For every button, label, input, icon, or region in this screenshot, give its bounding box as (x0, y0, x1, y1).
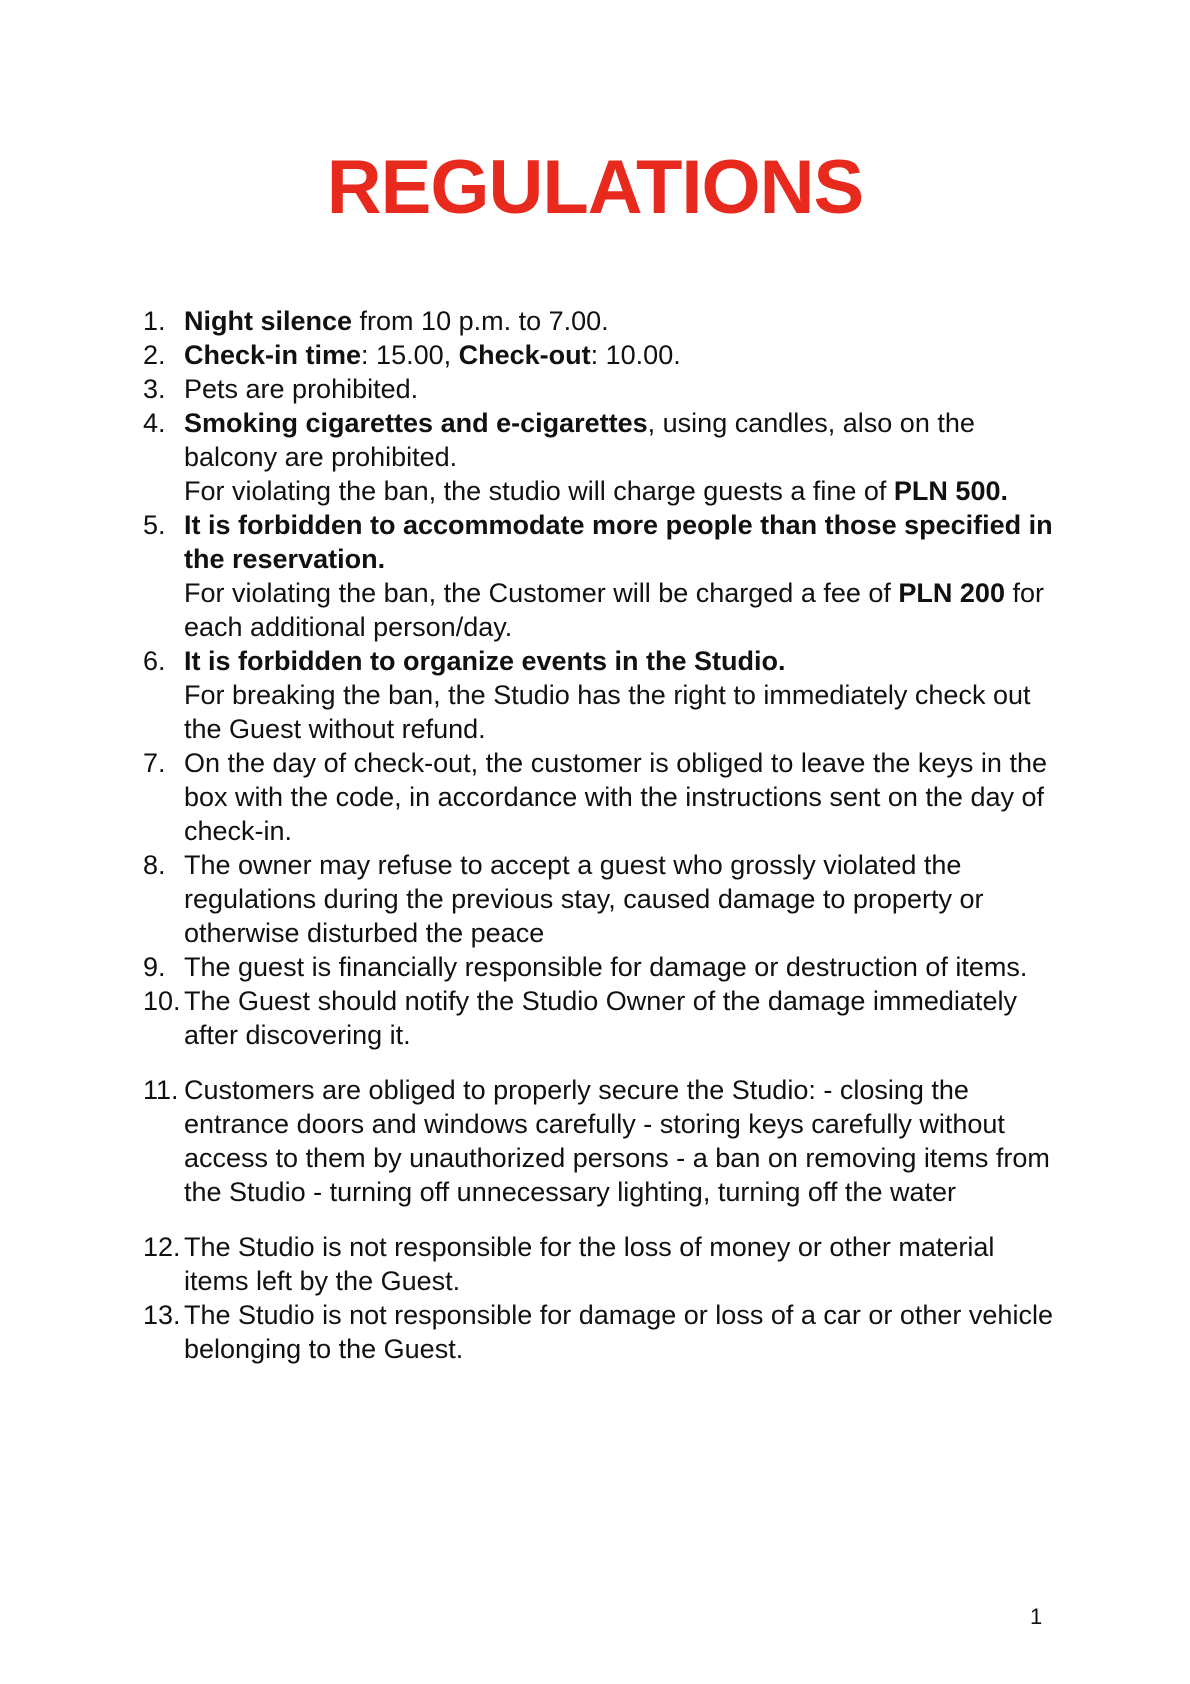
text: The guest is financially responsible for damage or destruction of items. (184, 952, 1028, 982)
list-item-number: 1. (143, 306, 166, 336)
list-item-text (184, 304, 1064, 338)
list-item-number: 2. (143, 340, 166, 370)
list-item (0, 372, 1064, 406)
text: For breaking the ban, the Studio has the right to immediately check out the Guest without refund. (184, 680, 1031, 744)
page-number: 1 (1030, 1604, 1043, 1629)
text: Pets are prohibited. (184, 374, 419, 404)
list-item-number: 5. (143, 510, 166, 540)
list-item-text (184, 950, 1064, 984)
text: The Guest should notify the Studio Owner of the damage immediately after discovering it. (184, 986, 1017, 1050)
text: The owner may refuse to accept a guest who grossly violated the regulations during the previous stay, caused damage to property or otherwise disturbed the peace (184, 850, 984, 948)
text: for each additional person/day. (184, 578, 1044, 642)
text: On the day of check-out, the customer is obliged to leave the keys in the box with the code, in accordance with the instructions sent on the day of check-in. (184, 748, 1047, 846)
list-item-number: 9. (143, 952, 166, 982)
list-item-number: 10. (143, 986, 181, 1016)
bold-text: Night silence (184, 306, 353, 336)
list-item-text (184, 848, 1064, 950)
list-item (0, 644, 1064, 746)
text: : 10.00. (590, 340, 681, 370)
list-item (0, 950, 1064, 984)
bold-text: It is forbidden to accommodate more people than those specified in the reservation. (184, 510, 1053, 574)
bold-text: Check-in time (184, 340, 362, 370)
text: For violating the ban, the Customer will be charged a fee of (184, 578, 899, 608)
list-item-text (184, 406, 1064, 508)
bold-text: It is forbidden to organize events in the Studio. (184, 646, 786, 676)
text: For violating the ban, the studio will charge guests a fine of (184, 476, 894, 506)
list-item-text (184, 1230, 1064, 1298)
list-item-number: 4. (143, 408, 166, 438)
list-item (0, 1073, 1064, 1209)
list-item-text (184, 644, 1064, 746)
list-item-text (184, 508, 1064, 644)
list-item-text (184, 746, 1064, 848)
bold-text: PLN 200 (898, 578, 1005, 608)
list-item-number: 12. (143, 1232, 181, 1262)
list-item-text (184, 984, 1064, 1052)
list-item-text (184, 1073, 1064, 1209)
list-item (0, 984, 1064, 1052)
list-item-text (184, 372, 1064, 406)
list-item (0, 848, 1064, 950)
page-title: REGULATIONS (326, 145, 864, 230)
list-item-number: 7. (143, 748, 166, 778)
list-item-text (184, 338, 1064, 372)
list-item-text (184, 1298, 1064, 1366)
list-item (0, 338, 1064, 372)
list-item (0, 406, 1064, 508)
list-item-number: 13. (143, 1300, 181, 1330)
list-item (0, 746, 1064, 848)
regulations-list (0, 304, 1190, 1366)
list-item (0, 508, 1064, 644)
bold-text: Smoking cigarettes and e-cigarettes (184, 408, 648, 438)
text: : 15.00, (361, 340, 459, 370)
bold-text: PLN 500. (893, 476, 1008, 506)
list-item-number: 3. (143, 374, 166, 404)
text: from 10 p.m. to 7.00. (352, 306, 609, 336)
list-item-number: 8. (143, 850, 166, 880)
list-item (0, 304, 1064, 338)
text: Customers are obliged to properly secure the Studio: - closing the entrance doors and windows carefully - storing keys carefully without access to them by unauthorized persons - a ban on removing items from the Studio - turning off unnecessary lighting, turning off the water (184, 1075, 1050, 1207)
list-item-number: 11. (143, 1075, 179, 1105)
bold-text: Check-out (458, 340, 591, 370)
list-item (0, 1298, 1064, 1366)
list-item (0, 1230, 1064, 1298)
text: The Studio is not responsible for damage or loss of a car or other vehicle belonging to the Guest. (184, 1300, 1053, 1364)
text: , using candles, also on the balcony are prohibited. (184, 408, 975, 472)
text: The Studio is not responsible for the loss of money or other material items left by the Guest. (184, 1232, 995, 1296)
list-item-number: 6. (143, 646, 166, 676)
